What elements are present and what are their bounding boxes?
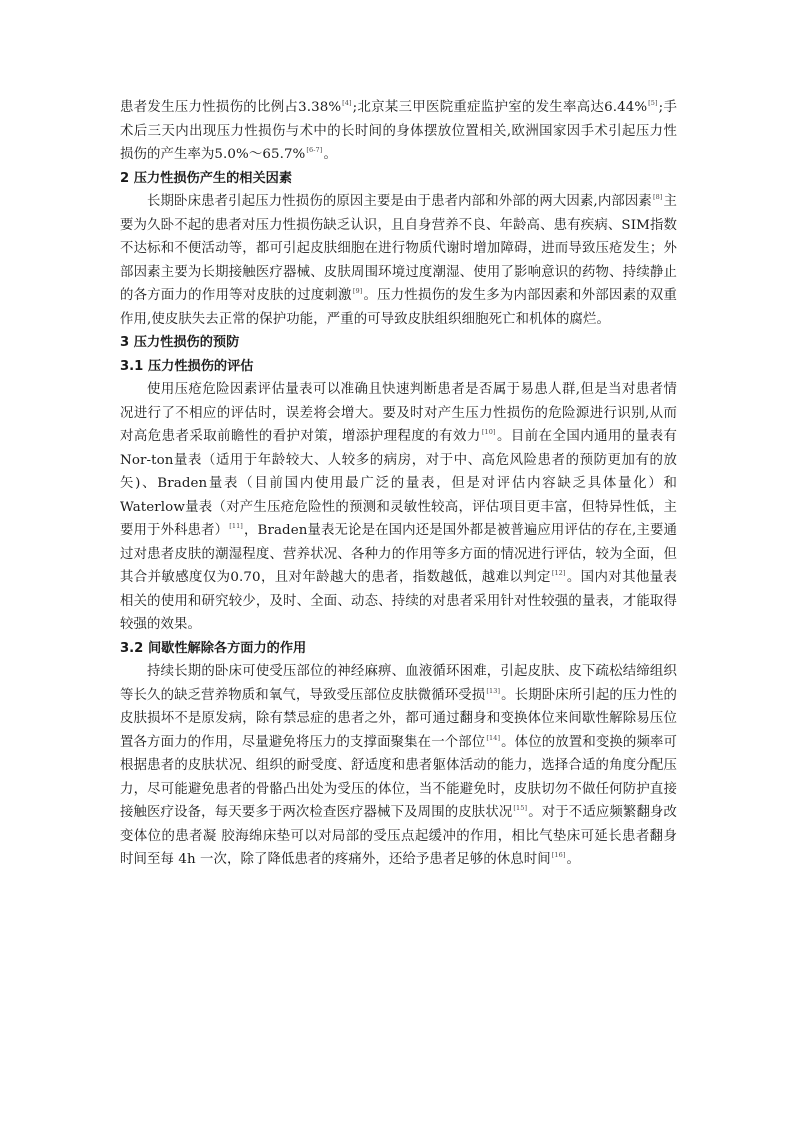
citation-ref: [16] bbox=[551, 851, 566, 859]
section-heading-3: 3 压力性损伤的预防 bbox=[120, 335, 240, 350]
text-run: ;手术后三天内出现压力性损伤与术中的长时间的身体摆放位置相关,欧洲国家因手术引起压力性损伤的产生率为5.0%～65.7% bbox=[120, 100, 677, 162]
citation-ref: [11] bbox=[229, 522, 243, 530]
text-run: 主要为久卧不起的患者对压力性损伤缺乏认识，且自身营养不良、年龄高、患有疾病、SIM指数不达标和不便活动等，都可引起皮肤细胞在进行物质代谢时增加障碍，进而导致压疮发生；外部因素主要为长期接触医疗器械、皮肤周围环境过度潮湿、使用了影响意识的药物、持续静止的各方面力的作用等对皮肤的过度刺激 bbox=[120, 194, 677, 303]
text-run: 。体位的放置和变换的频率可根据患者的皮肤状况、组织的耐受度、舒适度和患者躯体活动的能力，选择合适的角度分配压力，尽可能避免患者的骨骼凸出处为受压的体位，当不能避免时，皮肤切勿不做任何防护直接接触医疗设备，每天要多于两次检查医疗器械下及周围的皮肤状况 bbox=[120, 734, 677, 820]
paragraph-factors bbox=[120, 190, 677, 331]
text-run: 使用压疮危险因素评估量表可以准确且快速判断患者是否属于易患人群,但是当对患者情况进行了不相应的评估时，误差将会增大。要及时对产生压力性损伤的危险源进行识别,从而对高危患者采取前瞻性的看护对策，增添护理程度的有效力 bbox=[120, 382, 677, 444]
paragraph-intro-continued bbox=[120, 96, 677, 167]
subsection-heading-3-2: 3.2 间歇性解除各方面力的作用 bbox=[120, 640, 307, 656]
text-run: 。压力性损伤的发生多为内部因素和外部因素的双重作用,使皮肤失去正常的保护功能，严重的可导致皮肤组织细胞死亡和机体的腐烂。 bbox=[120, 288, 677, 327]
text-run: 。国内对其他量表相关的使用和研究较少，及时、全面、动态、持续的对患者采用针对性较强的量表，才能取得较强的效果。 bbox=[120, 570, 677, 632]
paragraph-pressure-relief bbox=[120, 660, 677, 872]
citation-ref: [12] bbox=[551, 569, 566, 577]
subsection-heading-3-1: 3.1 压力性损伤的评估 bbox=[120, 358, 254, 374]
citation-ref: [5] bbox=[648, 99, 658, 107]
citation-ref: [8] bbox=[652, 193, 663, 201]
text-run: 持续长期的卧床可使受压部位的神经麻痹、血液循环困难，引起皮肤、皮下疏松结缔组织等长久的缺乏营养物质和氧气，导致受压部位皮肤微循环受损 bbox=[120, 664, 677, 703]
section-heading-2: 2 压力性损伤产生的相关因素 bbox=[120, 170, 293, 186]
text-run: 长期卧床患者引起压力性损伤的原因主要是由于患者内部和外部的两大因素,内部因素 bbox=[147, 194, 652, 209]
text-run: 患者发生压力性损伤的比例占3.38% bbox=[120, 100, 342, 115]
citation-ref: [4] bbox=[342, 99, 352, 107]
text-run: 。目前在全国内通用的量表有Nor-ton量表（适用于年龄较大、人较多的病房，对于中、高危风险患者的预防更加有的放矢)、Braden量表（目前国内使用最广泛的量表，但是对评估内容缺乏具体量化）和Waterlow量表（对产生压疮危险性的预测和灵敏性较高，评估项目更丰富，但特异性低，主要用于外科患者） bbox=[120, 429, 677, 538]
text-run: ，Braden量表无论是在国内还是国外都是被普遍应用评估的存在,主要通过对患者皮肤的潮湿程度、营养状况、各种力的作用等多方面的情况进行评估，较为全面，但其合并敏感度仅为0.70，且对年龄越大的患者，指数越低，越难以判定 bbox=[120, 523, 677, 585]
citation-ref: [6-7] bbox=[306, 146, 323, 154]
citation-ref: [10] bbox=[481, 428, 496, 436]
text-run: ;北京某三甲医院重症监护室的发生率高达6.44% bbox=[352, 100, 648, 115]
citation-ref: [9] bbox=[352, 287, 363, 295]
citation-ref: [14] bbox=[486, 733, 501, 742]
paragraph-assessment bbox=[120, 378, 677, 637]
text-run: 。长期卧床所引起的压力性的皮肤损坏不是原发病，除有禁忌症的患者之外，都可通过翻身和变换体位来间歇性解除易压位置各方面力的作用，尽量避免将压力的支撑面聚集在一个部位 bbox=[120, 687, 677, 750]
document-body bbox=[120, 96, 677, 872]
citation-ref: [15] bbox=[513, 804, 528, 812]
text-run: 。 bbox=[323, 147, 337, 162]
text-run: 。对于不适应频繁翻身改变体位的患者凝 胶海绵床垫可以对局部的受压点起缓冲的作用，相比气垫床可延长患者翻身时间至每 4h 一次，除了降低患者的疼痛外，还给予患者足够的休息时间 bbox=[120, 805, 677, 867]
citation-ref: [13] bbox=[486, 686, 501, 695]
text-run: 。 bbox=[566, 852, 581, 867]
